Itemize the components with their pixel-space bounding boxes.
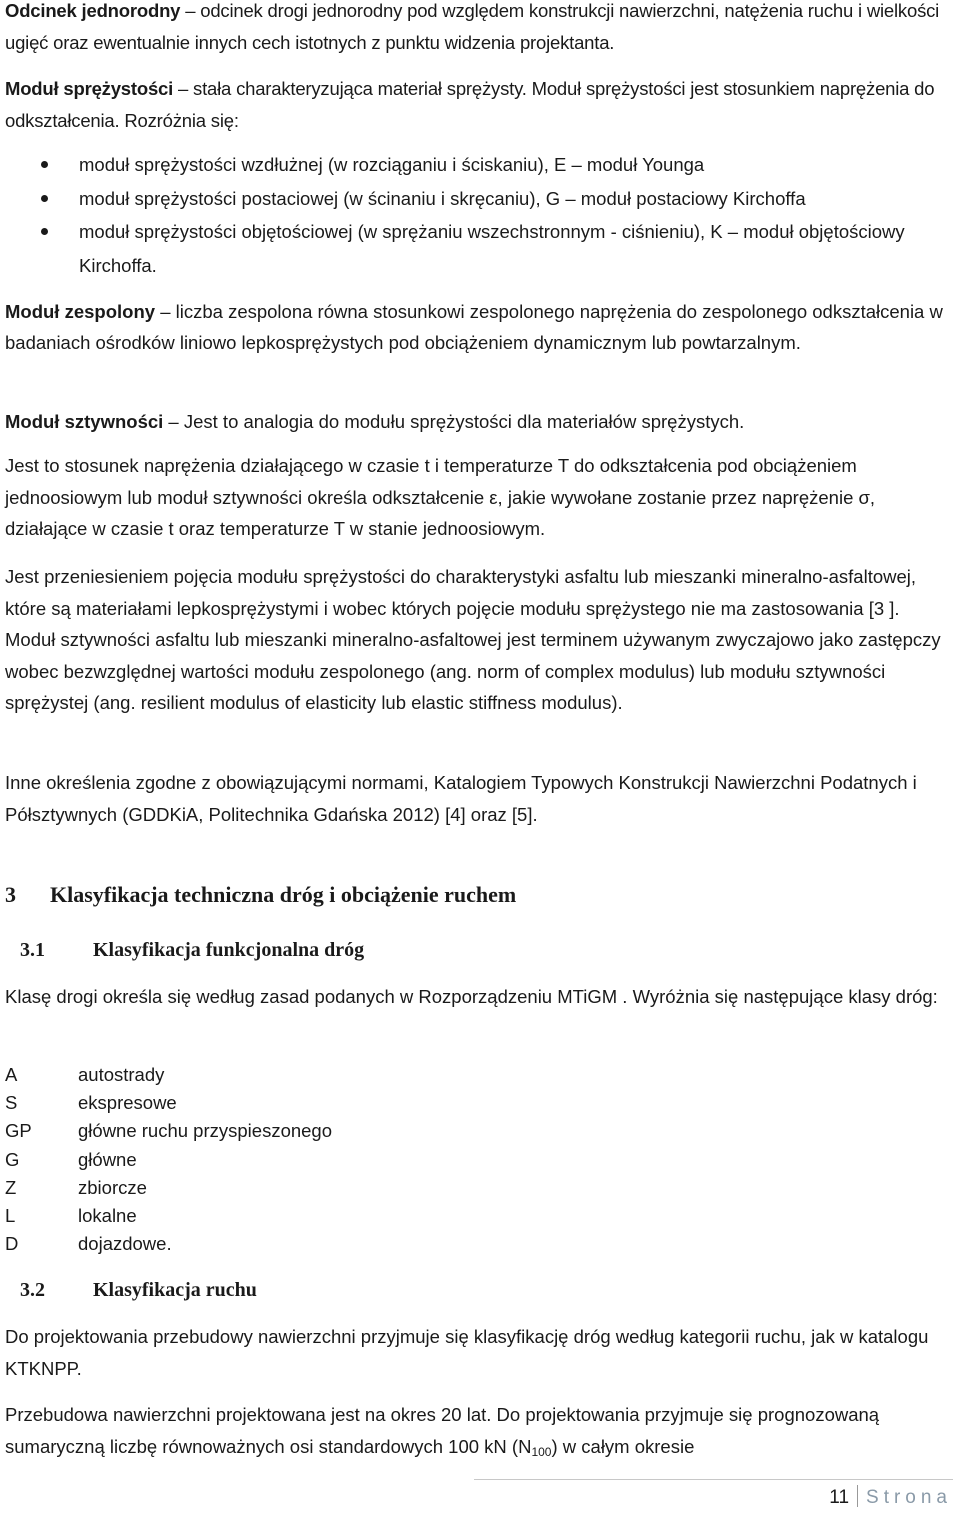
term-modul-sprezystosci: Moduł sprężystości (5, 78, 174, 99)
list-item: S ekspresowe (5, 1092, 177, 1114)
modulus-types-list (0, 148, 940, 282)
paragraph-modul-sztywnosci: Moduł sztywności – Jest to analogia do modułu sprężystości dla materiałów sprężystych. (5, 411, 745, 432)
list-item: A autostrady (5, 1064, 165, 1085)
list-item: L lokalne (5, 1205, 137, 1227)
list-item: G główne (5, 1148, 137, 1170)
footer-divider (474, 1479, 953, 1480)
page-number: 11 (829, 1487, 850, 1508)
paragraph-inne-okreslenia: Inne określenia zgodne z obowiązującymi normami, Katalogiem Typowych Konstrukcji Nawierzchni Podatnych i Półsztywnych (GDDKiA, Politechnika Gdańska 2012) [4] oraz [5]. (5, 772, 917, 825)
list-item: D dojazdowe. (5, 1233, 172, 1255)
footer-separator (857, 1485, 858, 1507)
list-item: moduł sprężystości wzdłużnej (w rozciąganiu i ściskaniu), E – moduł Younga (0, 148, 940, 182)
list-item: moduł sprężystości postaciowej (w ścinaniu i skręcaniu), G – moduł postaciowy Kirchoffa (0, 182, 940, 216)
paragraph-modul-sprezystosci: Moduł sprężystości – stała charakteryzująca materiał sprężysty. Moduł sprężystości jest stosunkiem naprężenia do odkształcenia. Rozróżnia się: (5, 78, 935, 131)
paragraph-odcinek: Odcinek jednorodny – odcinek drogi jednorodny pod względem konstrukcji nawierzchni, natężenia ruchu i wielkości ugięć oraz ewentualnie innych cech istotnych z punktu widzenia projektanta. (5, 0, 940, 53)
heading-section-3: 3 Klasyfikacja techniczna dróg i obciążenie ruchem (5, 882, 517, 907)
term-modul-sztywnosci: Moduł sztywności (5, 411, 164, 432)
list-item: moduł sprężystości objętościowej (w sprężaniu wszechstronnym - ciśnieniu), K – moduł objętościowy Kirchoffa. (0, 215, 940, 282)
bullet-icon (41, 228, 48, 235)
paragraph-przeniesienie: Jest przeniesieniem pojęcia modułu sprężystości do charakterystyki asfaltu lub mieszanki mineralno-asfaltowej, które są materiałami lepkosprężystymi i wobec których pojęcie modułu sprężystego nie ma zastosowania [3 ]. Moduł sztywności asfaltu lub mieszanki mineralno-asfaltowej jest terminem używanym zwyczajowo jako zastępczy wobec bezwzględnej wartości modułu zespolonego (ang. norm of complex modulus) lub modułu sztywności sprężystej (ang. resilient modulus of elasticity lub elastic stiffness modulus). (5, 566, 941, 713)
list-item: GP główne ruchu przyspieszonego (5, 1120, 333, 1142)
paragraph-stosunek: Jest to stosunek naprężenia działającego w czasie t i temperaturze T do odkształcenia pod obciążeniem jednoosiowym lub moduł sztywności określa odkształcenie ε, jakie wywołane zostanie przez naprężenie σ, działające w czasie t oraz temperaturze T w stanie jednoosiowym. (5, 455, 876, 539)
paragraph-modul-zespolony: Moduł zespolony – liczba zespolona równa stosunkowi zespolonego naprężenia do zespolonego odkształcenia w badaniach ośrodków liniowo lepkosprężystych pod obciążeniem dynamicznym lub powtarzalnym. (5, 301, 943, 353)
heading-section-3-2: 3.2 Klasyfikacja ruchu (20, 1279, 257, 1301)
list-item: Z zbiorcze (5, 1176, 147, 1198)
paragraph-projektowania: Do projektowania przebudowy nawierzchni przyjmuje się klasyfikację dróg według kategorii ruchu, jak w katalogu KTKNPP. (5, 1326, 929, 1379)
road-classes-list (5, 1061, 605, 1258)
bullet-icon (41, 161, 48, 168)
term-modul-zespolony: Moduł zespolony (5, 301, 156, 322)
paragraph-klase: Klasę drogi określa się według zasad podanych w Rozporządzeniu MTiGM . Wyróżnia się następujące klasy dróg: (5, 986, 938, 1007)
heading-section-3-1: 3.1 Klasyfikacja funkcjonalna dróg (20, 939, 365, 961)
bullet-icon (41, 195, 48, 202)
term-odcinek: Odcinek jednorodny (5, 0, 181, 21)
paragraph-przebudowa: Przebudowa nawierzchni projektowana jest na okres 20 lat. Do projektowania przyjmuje się prognozowaną sumaryczną liczbę równoważnych osi standardowych 100 kN $(N_{100})$ w całym okresie (5, 1404, 880, 1459)
page-footer (829, 1485, 952, 1509)
page-word: Strona (866, 1487, 952, 1508)
